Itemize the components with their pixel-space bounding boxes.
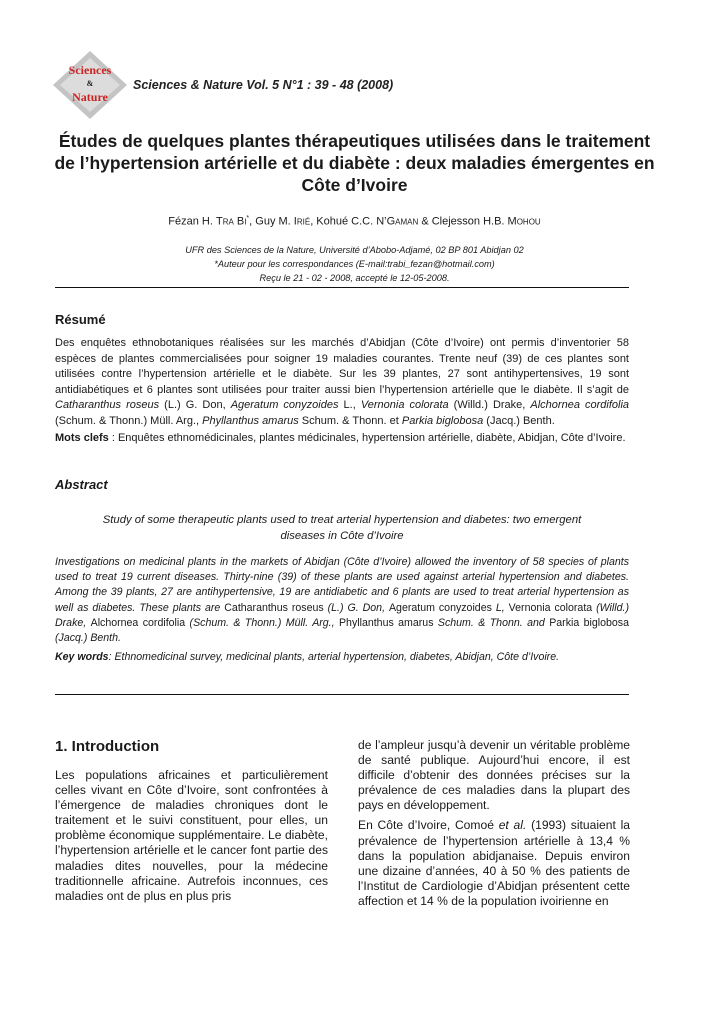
author-sep-3: & Clejesson H.B. (418, 215, 508, 228)
logo-text-nature: Nature (72, 90, 108, 104)
species-authority: (Schum. & Thonn.) Müll. Arg., (55, 414, 203, 427)
species-name: Phyllanthus amarus (202, 414, 299, 427)
species-authority: Schum. & Thonn. et (298, 414, 402, 427)
title-line-3: Côte d’Ivoire (301, 175, 408, 195)
journal-logo (52, 50, 128, 120)
intro-paragraph: Les populations africaines et particulièrement celles vivant en Côte d’Ivoire, sont confrontées à l’émergence de maladies chroniques dont le traitement et le suivi constituent, pour elles, un problème économique supplémentaire. Le diabète, l’hypertension artérielle et le cancer font partie des maladies dites nouvelles, pour la médecine traditionnelle africaine. Autrefois inconnues, ces maladies ont de plus en plus pris (55, 768, 328, 903)
author-1-first: Fézan H. (168, 215, 216, 228)
intro-text: En Côte d’Ivoire, Comoé (358, 818, 499, 833)
species-authority: Schum. & Thonn. and (433, 616, 550, 629)
species-authority: (Willd.) Drake, (448, 399, 531, 412)
species-authority: L, (491, 601, 509, 614)
affiliation-line: UFR des Sciences de la Nature, Université d’Abobo-Adjamé, 02 BP 801 Abidjan 02 (185, 245, 524, 255)
abstract-heading: Abstract (55, 477, 108, 492)
resume-paragraph (55, 336, 629, 430)
title-line-1: Études de quelques plantes thérapeutiques utilisées dans le traitement (58, 131, 651, 151)
intro-paragraph (358, 818, 630, 909)
resume-heading: Résumé (55, 312, 106, 327)
species-authority: (Schum. & Thonn.) Müll. Arg., (185, 616, 339, 629)
author-4-last: Mohou (507, 215, 541, 228)
intro-text: (1993) situaient la prévalence de l’hypertension artérielle à 13,4 % dans la population abidjanaise. Depuis environ une dizaine d’années, 40 à 50 % des patients de l’Institut de Cardiologie d’Abidjan présentent cette affection et 14 % de la population ivoirienne en (358, 818, 630, 908)
author-list (40, 215, 669, 228)
journal-citation: Sciences & Nature Vol. 5 N°1 : 39 - 48 (2008) (133, 78, 394, 92)
species-name: Vernonia colorata (508, 601, 593, 614)
mots-clefs (55, 431, 629, 446)
introduction-column-2 (358, 738, 630, 914)
author-3-last: Gaman (386, 215, 419, 228)
species-name: Ageratum conyzoides (230, 399, 339, 412)
species-authority: (L.) G. Don, (323, 601, 389, 614)
et-al: et al. (498, 818, 527, 833)
species-name: Phyllanthus amarus (338, 616, 434, 629)
paper-title (40, 130, 669, 196)
correspondence-line: *Auteur pour les correspondances (E-mail:trabi_fezan@hotmail.com) (214, 259, 495, 269)
species-name: Vernonia colorata (360, 399, 449, 412)
species-authority: (L.) G. Don, (159, 399, 231, 412)
species-name: Alchornea cordifolia (530, 399, 630, 412)
abstract-paragraph (55, 555, 629, 646)
author-sep-2: , Kohué C.C. N’ (310, 215, 387, 228)
species-authority: L., (338, 399, 361, 412)
abstract-title-line-2: diseases in Côte d’Ivoire (280, 529, 404, 542)
species-name: Alchornea cordifolia (90, 616, 186, 629)
species-name: Parkia biglobosa (549, 616, 629, 629)
logo-text-sciences: Sciences (68, 63, 112, 77)
affiliation-block (40, 243, 669, 285)
species-name: Catharanthus roseus (224, 601, 324, 614)
introduction-column-1 (55, 768, 328, 904)
intro-paragraph: de l’ampleur jusqu’à devenir un véritable problème de santé publique. Aujourd’hui encore, il est difficile d’obtenir des données précises sur la prévalence de ces maladies dans la plupart des pays en développement. (358, 738, 630, 813)
key-words-label: Key words (55, 651, 109, 663)
species-name: Ageratum conyzoides (388, 601, 492, 614)
species-name: Parkia biglobosa (401, 414, 484, 427)
author-sep-1: , Guy M. (249, 215, 294, 228)
species-authority: (Jacq.) Benth. (55, 632, 121, 645)
abstract-divider (55, 694, 629, 695)
resume-text: Des enquêtes ethnobotaniques réalisées sur les marchés d’Abidjan (Côte d’Ivoire) ont permis d’inventorier 58 espèces de plantes commercialisées pour soigner 19 maladies courantes. Trente neuf (39) de ces plantes sont utilisées contre l’hypertension artérielle et le diabète. Sur les 39 plantes, 27 sont antihypertensives, 19 sont antidiabétiques et 6 plantes sont utilisées pour traiter aussi bien l’hypertension artérielle que le diabète. Il s’agit de (55, 337, 629, 396)
species-authority: (Jacq.) Benth. (483, 414, 555, 427)
introduction-heading: 1. Introduction (55, 738, 160, 755)
author-2-last: Irié (293, 215, 311, 228)
logo-text-ampersand: & (86, 79, 94, 88)
species-name: Catharanthus roseus (55, 399, 160, 412)
title-line-2: de l’hypertension artérielle et du diabète : deux maladies émergentes en (54, 153, 655, 173)
abstract-text: Investigations on medicinal plants in the markets of Abidjan (Côte d’Ivoire) allowed the inventory of 58 species of plants used to treat 19 current diseases. Thirty-nine (39) of these plants are used against arterial hypertension and diabetes. Among the 39 plants, 27 are antihypertensive, 19 are antidiabetic and 6 plants are used to treat arterial hypertension as well as diabetes. These plants are (55, 556, 629, 614)
author-1-last: Tra Bi (215, 215, 247, 228)
species-authority: (Willd.) Drake, (55, 601, 629, 629)
mots-clefs-text: : Enquêtes ethnomédicinales, plantes médicinales, hypertension artérielle, diabète, Abidjan, Côte d’Ivoire. (108, 432, 626, 444)
header-divider (55, 287, 629, 288)
key-words-text: : Ethnomedicinal survey, medicinal plants, arterial hypertension, diabetes, Abidjan, Côte d’Ivoire. (108, 651, 560, 663)
abstract-title (55, 513, 629, 544)
dates-line: Reçu le 21 - 02 - 2008, accepté le 12-05-2008. (259, 273, 450, 283)
mots-clefs-label: Mots clefs (55, 432, 109, 444)
abstract-title-line-1: Study of some therapeutic plants used to treat arterial hypertension and diabetes: two emergent (102, 514, 582, 526)
key-words (55, 651, 629, 663)
corresponding-mark: * (246, 215, 250, 222)
